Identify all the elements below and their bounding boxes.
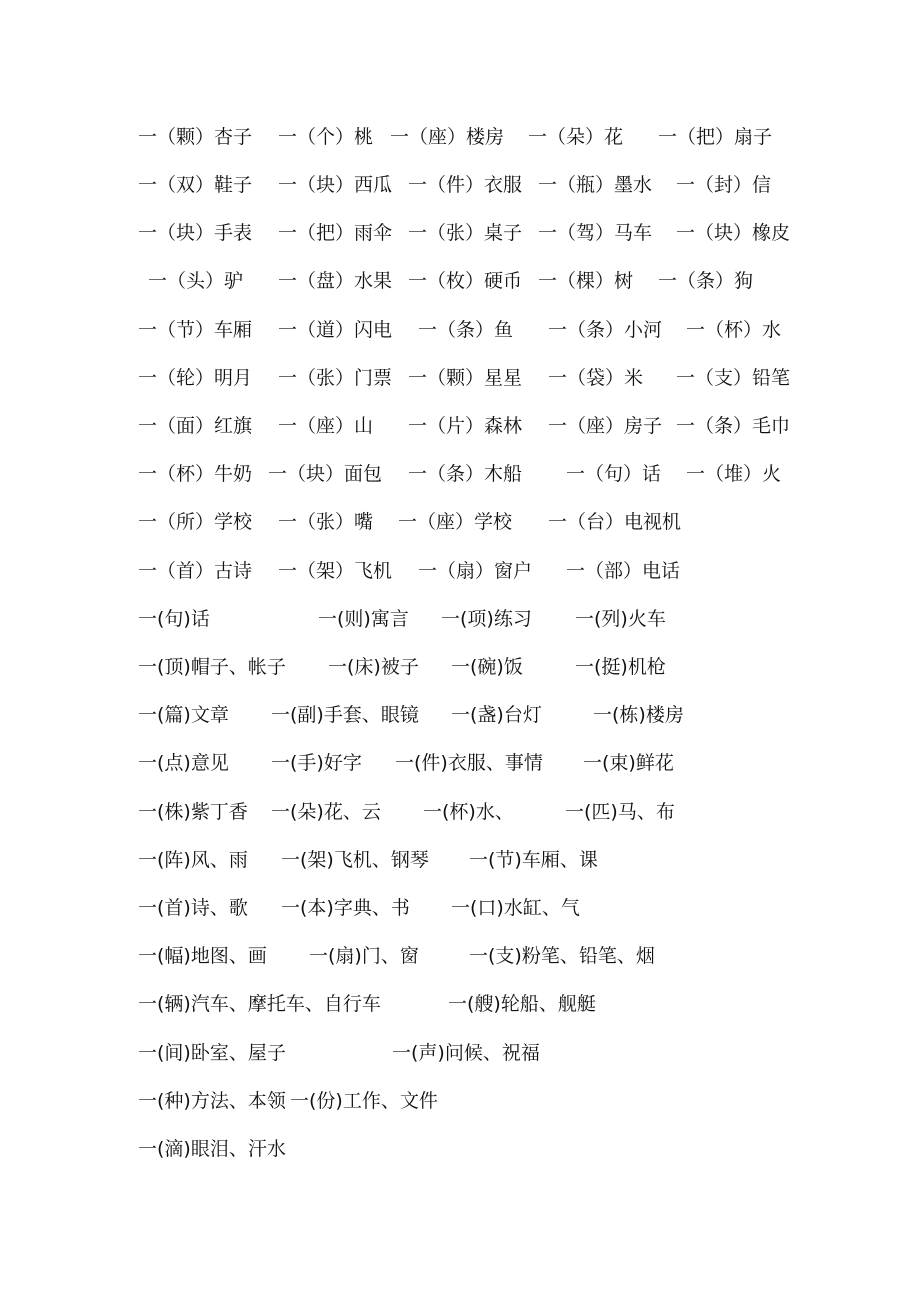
measure-word-line xyxy=(0,556,920,586)
measure-word-phrase: 一（座）房子 xyxy=(548,415,663,437)
measure-word-phrase: 一（袋）米 xyxy=(548,367,644,389)
measure-word-phrase: 一（座）楼房 xyxy=(390,126,505,148)
measure-word-phrase: 一（块）手表 xyxy=(138,222,253,244)
measure-word-phrase: 一（面）红旗 xyxy=(138,415,253,437)
measure-word-phrase: 一(副)手套、眼镜 xyxy=(271,704,419,726)
measure-word-phrase: 一(手)好字 xyxy=(271,752,362,774)
measure-word-phrase: 一(碗)饭 xyxy=(451,656,523,678)
measure-word-line xyxy=(0,218,920,248)
measure-word-phrase: 一（张）桌子 xyxy=(408,222,523,244)
measure-word-phrase: 一(口)水缸、气 xyxy=(451,897,580,919)
measure-word-line xyxy=(0,748,920,778)
measure-word-phrase: 一（座）山 xyxy=(278,415,374,437)
measure-word-phrase: 一(匹)马、布 xyxy=(565,801,675,823)
measure-word-phrase: 一(辆)汽车、摩托车、自行车 xyxy=(138,993,381,1015)
measure-word-phrase: 一（朵）花 xyxy=(528,126,624,148)
measure-word-phrase: 一（棵）树 xyxy=(538,270,634,292)
measure-word-line xyxy=(0,797,920,827)
measure-word-phrase: 一(份)工作、文件 xyxy=(290,1090,438,1112)
measure-word-phrase: 一（支）铅笔 xyxy=(676,367,791,389)
measure-word-phrase: 一(件)衣服、事情 xyxy=(395,752,543,774)
measure-word-line xyxy=(0,893,920,923)
measure-word-phrase: 一（瓶）墨水 xyxy=(538,174,653,196)
measure-word-phrase: 一（扇）窗户 xyxy=(418,560,533,582)
measure-word-line xyxy=(0,459,920,489)
measure-word-phrase: 一(种)方法、本领 xyxy=(138,1090,286,1112)
measure-word-phrase: 一（封）信 xyxy=(676,174,772,196)
measure-word-phrase: 一(滴)眼泪、汗水 xyxy=(138,1138,286,1160)
measure-word-phrase: 一（枚）硬币 xyxy=(408,270,523,292)
measure-word-phrase: 一（条）小河 xyxy=(548,319,663,341)
measure-word-phrase: 一（把）扇子 xyxy=(658,126,773,148)
measure-word-line xyxy=(0,1086,920,1116)
measure-word-phrase: 一(节)车厢、课 xyxy=(469,849,598,871)
measure-word-phrase: 一(支)粉笔、铅笔、烟 xyxy=(469,945,655,967)
measure-word-phrase: 一(本)字典、书 xyxy=(281,897,410,919)
measure-word-phrase: 一（张）嘴 xyxy=(278,511,374,533)
measure-word-line xyxy=(0,315,920,345)
measure-word-phrase: 一(列)火车 xyxy=(575,608,666,630)
measure-word-line xyxy=(0,507,920,537)
measure-word-phrase: 一(挺)机枪 xyxy=(575,656,666,678)
measure-word-phrase: 一（件）衣服 xyxy=(408,174,523,196)
measure-word-phrase: 一（条）鱼 xyxy=(418,319,514,341)
measure-word-phrase: 一（台）电视机 xyxy=(548,511,682,533)
measure-word-phrase: 一（块）橡皮 xyxy=(676,222,791,244)
measure-word-phrase: 一（条）狗 xyxy=(658,270,754,292)
measure-word-phrase: 一（把）雨伞 xyxy=(278,222,393,244)
measure-word-phrase: 一（节）车厢 xyxy=(138,319,253,341)
measure-word-phrase: 一(篇)文章 xyxy=(138,704,229,726)
measure-word-phrase: 一（双）鞋子 xyxy=(138,174,253,196)
measure-word-phrase: 一(则)寓言 xyxy=(318,608,409,630)
measure-word-phrase: 一（架）飞机 xyxy=(278,560,393,582)
measure-word-line xyxy=(0,604,920,634)
measure-word-phrase: 一（条）木船 xyxy=(408,463,523,485)
measure-word-phrase: 一（轮）明月 xyxy=(138,367,253,389)
measure-word-phrase: 一（盘）水果 xyxy=(278,270,393,292)
measure-word-line xyxy=(0,989,920,1019)
measure-word-phrase: 一（块）面包 xyxy=(268,463,383,485)
measure-word-line xyxy=(0,941,920,971)
measure-word-phrase: 一（所）学校 xyxy=(138,511,253,533)
measure-word-phrase: 一(盏)台灯 xyxy=(451,704,542,726)
measure-word-phrase: 一（个）桃 xyxy=(278,126,374,148)
measure-word-line xyxy=(0,700,920,730)
measure-word-phrase: 一(架)飞机、钢琴 xyxy=(281,849,429,871)
measure-word-phrase: 一(阵)风、雨 xyxy=(138,849,248,871)
measure-word-phrase: 一(句)话 xyxy=(138,608,210,630)
measure-word-line xyxy=(0,363,920,393)
measure-word-line xyxy=(0,1038,920,1068)
measure-word-line xyxy=(0,845,920,875)
measure-word-phrase: 一(点)意见 xyxy=(138,752,229,774)
measure-word-phrase: 一（颗）杏子 xyxy=(138,126,253,148)
measure-word-phrase: 一（道）闪电 xyxy=(278,319,393,341)
measure-word-phrase: 一(扇)门、窗 xyxy=(309,945,419,967)
measure-word-phrase: 一（堆）火 xyxy=(686,463,782,485)
measure-word-line xyxy=(0,266,920,296)
measure-word-phrase: 一(朵)花、云 xyxy=(271,801,381,823)
measure-word-phrase: 一（张）门票 xyxy=(278,367,393,389)
measure-word-line xyxy=(0,411,920,441)
measure-word-phrase: 一(栋)楼房 xyxy=(593,704,684,726)
measure-word-line xyxy=(0,122,920,152)
measure-word-phrase: 一（杯）牛奶 xyxy=(138,463,253,485)
measure-word-phrase: 一(艘)轮船、舰艇 xyxy=(448,993,596,1015)
measure-word-phrase: 一（驾）马车 xyxy=(538,222,653,244)
measure-word-phrase: 一(床)被子 xyxy=(328,656,419,678)
measure-word-phrase: 一(项)练习 xyxy=(441,608,532,630)
measure-word-phrase: 一(顶)帽子、帐子 xyxy=(138,656,286,678)
measure-word-phrase: 一(间)卧室、屋子 xyxy=(138,1042,286,1064)
measure-word-phrase: 一(声)问候、祝福 xyxy=(392,1042,540,1064)
measure-word-phrase: 一（颗）星星 xyxy=(408,367,523,389)
measure-word-phrase: 一(首)诗、歌 xyxy=(138,897,248,919)
measure-word-phrase: 一（首）古诗 xyxy=(138,560,253,582)
measure-word-phrase: 一(杯)水、 xyxy=(423,801,514,823)
measure-word-phrase: 一(幅)地图、画 xyxy=(138,945,267,967)
measure-word-line xyxy=(0,1134,920,1164)
measure-word-phrase: 一（片）森林 xyxy=(408,415,523,437)
measure-word-phrase: 一(株)紫丁香 xyxy=(138,801,248,823)
measure-word-phrase: 一（块）西瓜 xyxy=(278,174,393,196)
measure-word-line xyxy=(0,652,920,682)
measure-word-phrase: 一(束)鲜花 xyxy=(583,752,674,774)
measure-word-phrase: 一（头）驴 xyxy=(148,270,244,292)
measure-word-phrase: 一（条）毛巾 xyxy=(676,415,791,437)
measure-word-line xyxy=(0,170,920,200)
measure-word-phrase: 一（座）学校 xyxy=(398,511,513,533)
measure-word-phrase: 一（杯）水 xyxy=(686,319,782,341)
measure-word-phrase: 一（句）话 xyxy=(566,463,662,485)
measure-word-phrase: 一（部）电话 xyxy=(566,560,681,582)
